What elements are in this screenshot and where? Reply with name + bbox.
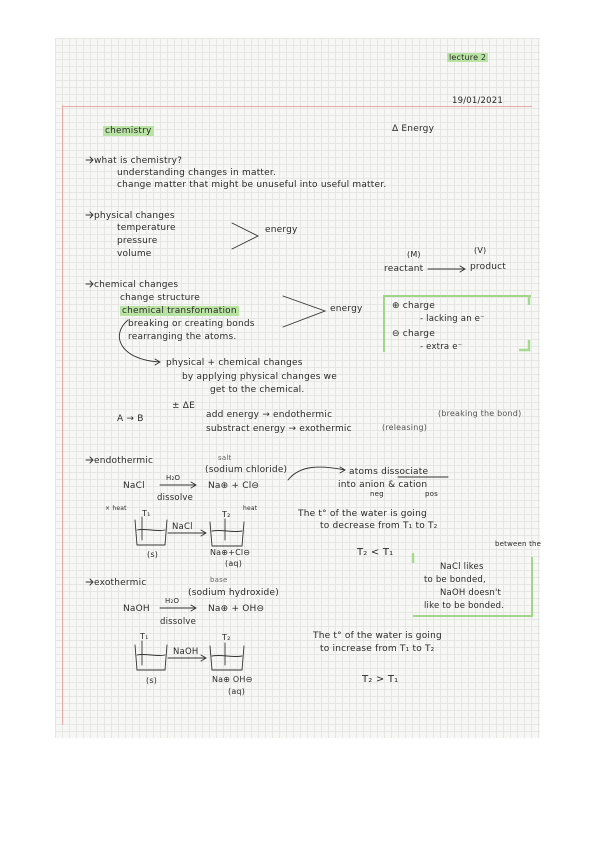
product-label: product xyxy=(470,262,507,272)
right-state-label: (V) xyxy=(474,246,487,255)
beaker-icon xyxy=(135,645,167,670)
bullet-arrow-icon xyxy=(86,157,93,163)
combined-line-3: get to the chemical. xyxy=(210,385,305,395)
beaker-icon xyxy=(210,522,244,546)
endo-eq-arrow-icon xyxy=(160,482,196,488)
exo-eq-arrow-icon xyxy=(160,605,196,611)
physical-energy: energy xyxy=(265,225,298,235)
exo-eq-left: NaOH xyxy=(123,604,150,614)
minus-charge: ⊖ charge xyxy=(392,329,435,339)
bullet-arrow-icon xyxy=(86,212,93,218)
plus-note: - lacking an e⁻ xyxy=(420,314,485,324)
chemical-line-4: rearranging the atoms. xyxy=(128,332,237,342)
nacl-note-1: NaCl likes xyxy=(440,562,484,572)
nacl-note-3: NaOH doesn't xyxy=(440,588,502,598)
exo-arrow-label: NaOH xyxy=(173,647,199,657)
exo-inequality: T₂ > T₁ xyxy=(362,674,399,685)
atoms-line-2: into anion & cation xyxy=(338,480,428,490)
chemical-line-1: change structure xyxy=(120,293,201,303)
endo-state-left: (s) xyxy=(147,550,159,559)
endo-state-right-top: Na⊕+Cl⊖ xyxy=(210,548,251,557)
plus-charge: ⊕ charge xyxy=(392,301,435,311)
nacl-note-2: to be bonded, xyxy=(424,575,486,585)
beaker-icon xyxy=(135,520,167,545)
endo-state-right: (aq) xyxy=(225,559,243,568)
endo-eq-left: NaCl xyxy=(123,481,145,491)
page-title: chemistry xyxy=(105,126,152,136)
date: 19/01/2021 xyxy=(452,96,503,106)
endo-arrow-label: NaCl xyxy=(172,522,193,532)
delta-symbol: ± ΔE xyxy=(172,401,196,411)
endo-inequality: T₂ < T₁ xyxy=(357,547,394,558)
endo-beaker-arrow-icon xyxy=(168,530,206,536)
beaker-right-note: heat xyxy=(243,505,258,512)
exo-state-right: (aq) xyxy=(228,687,246,696)
endo-eq-over: H₂O xyxy=(166,474,181,482)
endo-name: (sodium chloride) xyxy=(205,465,288,475)
endo-water-2: to decrease from T₁ to T₂ xyxy=(320,521,438,531)
exo-eq-right: Na⊕ + OH⊖ xyxy=(208,604,265,614)
lecture-label: lecture 2 xyxy=(449,53,487,62)
physical-item: temperature xyxy=(117,223,176,233)
beaker-icon xyxy=(210,646,244,670)
endo-water-1: The t° of the water is going xyxy=(298,509,427,519)
dissociate-arrow-icon xyxy=(288,467,345,480)
endo-dissolve: dissolve xyxy=(157,493,194,503)
exo-dissolve: dissolve xyxy=(160,617,197,627)
definition-line-2: change matter that might be unuseful into useful matter. xyxy=(117,180,387,190)
nacl-note-4: like to be bonded. xyxy=(424,601,505,611)
endo-t1: T₁ xyxy=(142,509,151,518)
bullet-arrow-icon xyxy=(86,457,93,463)
minus-note: - extra e⁻ xyxy=(420,342,463,352)
bullet-arrow-icon xyxy=(86,281,93,287)
physical-item: volume xyxy=(117,249,152,259)
chemical-brace-icon xyxy=(283,296,325,327)
chemical-line-2: chemical transformation xyxy=(122,306,237,316)
neg-note: neg xyxy=(370,490,384,498)
between-note: between the xyxy=(495,540,542,548)
salt-note: salt xyxy=(218,454,232,462)
exo-water-1: The t° of the water is going xyxy=(313,631,442,641)
a-to-b: A → B xyxy=(117,414,144,424)
exo-eq-over: H₂O xyxy=(165,597,180,605)
physical-item: pressure xyxy=(117,236,158,246)
exo-state-right-top: Na⊕ OH⊖ xyxy=(212,675,253,684)
base-note: base xyxy=(210,576,228,584)
pos-note: pos xyxy=(425,490,438,498)
bullet-arrow-icon xyxy=(86,579,93,585)
add-energy: add energy → endothermic xyxy=(206,410,333,420)
chemical-energy: energy xyxy=(330,304,363,314)
sub-note: (releasing) xyxy=(382,423,428,432)
chemical-line-3: breaking or creating bonds xyxy=(128,319,255,329)
exo-state-left: (s) xyxy=(146,676,158,685)
question: what is chemistry? xyxy=(94,156,183,166)
beaker-left-note: × heat xyxy=(105,505,127,512)
endo-t2: T₂ xyxy=(222,510,231,519)
physical-brace-icon xyxy=(232,223,258,249)
atoms-line-1: atoms dissociate xyxy=(349,467,429,477)
left-state-label: (M) xyxy=(407,250,421,259)
exo-t1: T₁ xyxy=(140,632,149,641)
add-note: (breaking the bond) xyxy=(438,409,522,418)
physical-title: physical changes xyxy=(94,211,175,221)
exo-water-2: to increase from T₁ to T₂ xyxy=(320,644,435,654)
definition-line-1: understanding changes in matter. xyxy=(117,168,277,178)
combined-line-1: physical + chemical changes xyxy=(166,358,303,368)
exo-name: (sodium hydroxide) xyxy=(188,588,279,598)
exo-beaker-arrow-icon xyxy=(168,655,206,661)
exo-title: exothermic xyxy=(94,578,147,588)
endo-title: endothermic xyxy=(94,456,154,466)
subtract-energy: substract energy → exothermic xyxy=(206,424,352,434)
chemical-title: chemical changes xyxy=(94,280,179,290)
reaction-arrow-icon xyxy=(428,266,465,272)
curved-arrow-icon xyxy=(119,320,160,365)
side-heading: Δ Energy xyxy=(392,124,435,134)
reactant-label: reactant xyxy=(384,264,424,274)
endo-eq-right: Na⊕ + Cl⊖ xyxy=(208,481,260,491)
combined-line-2: by applying physical changes we xyxy=(182,372,337,382)
exo-t2: T₂ xyxy=(222,633,231,642)
